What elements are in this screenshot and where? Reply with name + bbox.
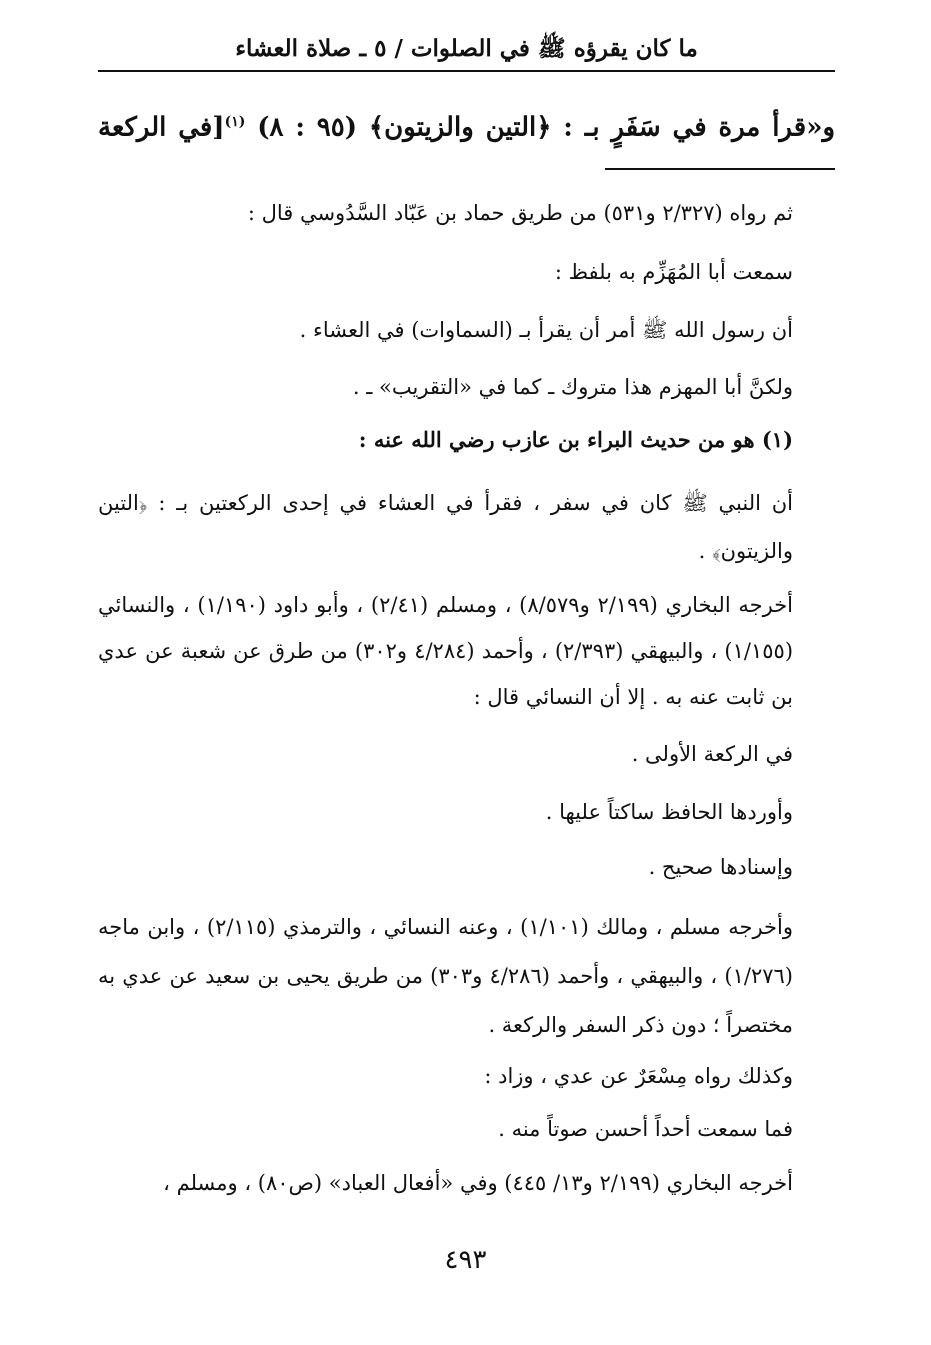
main-text-tail: [في الركعة — [98, 112, 225, 143]
footnote-paragraph: ثم رواه (٢/٣٢٧ و٥٣١) من طريق حماد بن عَبّاد السَّدُوسي قال : — [247, 201, 793, 225]
footnote-ref: (١) — [224, 114, 246, 130]
main-text: و«قرأ مرة في سَفَرٍ بـ : ﴿التين والزيتون﴾ (٩٥ : ٨) — [257, 112, 835, 143]
footnote-paragraph: أن النبي ﷺ كان في سفر ، فقرأ في العشاء في إحدى الركعتين بـ : ﴿التين والزيتون﴾ . — [98, 491, 793, 563]
main-text-line — [98, 98, 835, 152]
footnote-separator — [605, 168, 835, 170]
page-number: ٤٩٣ — [444, 1245, 487, 1275]
footnote-paragraph: فما سمعت أحداً أحسن صوتاً منه . — [498, 1117, 793, 1141]
footnote-paragraph: في الركعة الأولى . — [631, 742, 793, 766]
footnote-paragraph: ولكنَّ أبا المهزم هذا متروك ـ كما في «التقريب» ـ . — [352, 375, 793, 399]
footnote-paragraph: أخرجه البخاري (٢/١٩٩ و٨/٥٧٩) ، ومسلم (٢/٤١) ، وأبو داود (١/١٩٠) ، والنسائي (١/١٥٥) ، والبيهقي (٢/٣٩٣) ، وأحمد (٤/٢٨٤ و٣٠٢) من طرق عن شعبة عن عدي بن ثابت عنه به . إلا أن النسائي قال : — [98, 593, 794, 709]
footnote-paragraph: أخرجه البخاري (٢/١٩٩ و١٣/ ٤٤٥) وفي «أفعال العباد» (ص٨٠) ، ومسلم ، — [163, 1171, 793, 1195]
footnote-paragraph: أن رسول الله ﷺ أمر أن يقرأ بـ (السماوات) في العشاء . — [299, 318, 793, 342]
footnote-paragraph: وكذلك رواه مِسْعَرٌ عن عدي ، وزاد : — [484, 1064, 793, 1088]
header-rule — [98, 70, 835, 72]
footnote-paragraph: وإسنادها صحيح . — [648, 855, 793, 879]
footnote-paragraph: وأخرجه مسلم ، ومالك (١/١٠١) ، وعنه النسائي ، والترمذي (٢/١١٥) ، وابن ماجه (١/٢٧٦) ، والبيهقي ، وأحمد (٤/٢٨٦ و٣٠٣) من طريق يحيى بن سعيد عن عدي به مختصراً ؛ دون ذكر السفر والركعة . — [98, 915, 793, 1037]
footnote-heading: (١) هو من حديث البراء بن عازب رضي الله عنه : — [358, 427, 793, 452]
running-header: ما كان يقرؤه ﷺ في الصلوات / ٥ ـ صلاة العشاء — [235, 35, 698, 62]
footnote-paragraph: وأوردها الحافظ ساكتاً عليها . — [545, 800, 793, 824]
footnote-paragraph: سمعت أبا المُهَزِّم به بلفظ : — [554, 260, 793, 284]
